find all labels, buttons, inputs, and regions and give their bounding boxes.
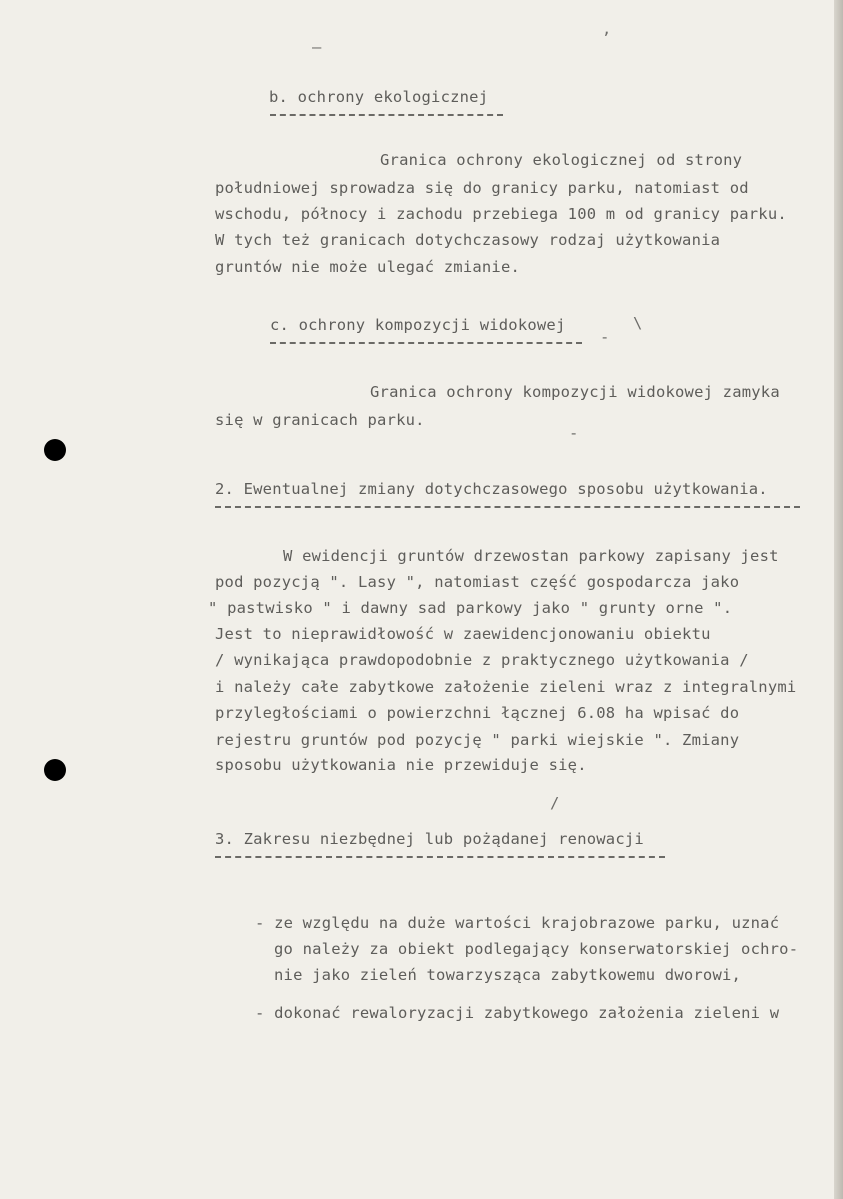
section-3-underline bbox=[215, 856, 665, 858]
page-edge-shadow bbox=[834, 0, 843, 1199]
stray-mark: - bbox=[600, 328, 610, 346]
section-b-line: gruntów nie może ulegać zmianie. bbox=[215, 258, 521, 276]
section-2-line: przyległościami o powierzchni łącznej 6.08 ha wpisać do bbox=[215, 704, 740, 722]
section-c-heading: c. ochrony kompozycji widokowej bbox=[270, 316, 566, 334]
section-b-line: Granica ochrony ekologicznej od strony bbox=[380, 151, 743, 169]
section-c-underline bbox=[270, 342, 582, 344]
section-2-line: / wynikająca prawdopodobnie z praktycznego użytkowania / bbox=[215, 651, 749, 669]
stray-mark: – bbox=[312, 38, 322, 56]
section-3-line: - ze względu na duże wartości krajobrazowe parku, uznać bbox=[255, 914, 780, 932]
section-3-line: nie jako zieleń towarzysząca zabytkowemu dworowi, bbox=[274, 966, 742, 984]
section-2-line: Jest to nieprawidłowość w zaewidencjonowaniu obiektu bbox=[215, 625, 711, 643]
section-c-line: się w granicach parku. bbox=[215, 411, 425, 429]
section-b-line: W tych też granicach dotychczasowy rodzaj użytkowania bbox=[215, 231, 721, 249]
stray-mark: , bbox=[602, 20, 612, 38]
section-b-heading: b. ochrony ekologicznej bbox=[269, 88, 489, 106]
punch-hole-top bbox=[44, 439, 66, 461]
stray-mark: \ bbox=[633, 314, 643, 332]
stray-mark: / bbox=[550, 794, 560, 812]
section-2-line: W ewidencji gruntów drzewostan parkowy zapisany jest bbox=[283, 547, 779, 565]
section-3-line: - dokonać rewaloryzacji zabytkowego założenia zieleni w bbox=[255, 1004, 780, 1022]
stray-mark: - bbox=[569, 424, 579, 442]
section-2-line: i należy całe zabytkowe założenie zieleni wraz z integralnymi bbox=[215, 678, 797, 696]
section-b-underline bbox=[270, 114, 503, 116]
section-2-line: sposobu użytkowania nie przewiduje się. bbox=[215, 756, 587, 774]
section-2-heading: 2. Ewentualnej zmiany dotychczasowego sposobu użytkowania. bbox=[215, 480, 768, 498]
section-2-line: pod pozycją ". Lasy ", natomiast część gospodarcza jako bbox=[215, 573, 740, 591]
section-2-line: " pastwisko " i dawny sad parkowy jako " grunty orne ". bbox=[208, 599, 733, 617]
section-b-line: wschodu, północy i zachodu przebiega 100 m od granicy parku. bbox=[215, 205, 787, 223]
section-2-underline bbox=[215, 506, 800, 508]
section-3-heading: 3. Zakresu niezbędnej lub pożądanej renowacji bbox=[215, 830, 644, 848]
section-2-line: rejestru gruntów pod pozycję " parki wiejskie ". Zmiany bbox=[215, 731, 740, 749]
section-3-line: go należy za obiekt podlegający konserwatorskiej ochro- bbox=[274, 940, 799, 958]
section-b-line: południowej sprowadza się do granicy parku, natomiast od bbox=[215, 179, 749, 197]
section-c-line: Granica ochrony kompozycji widokowej zamyka bbox=[370, 383, 780, 401]
punch-hole-bottom bbox=[44, 759, 66, 781]
